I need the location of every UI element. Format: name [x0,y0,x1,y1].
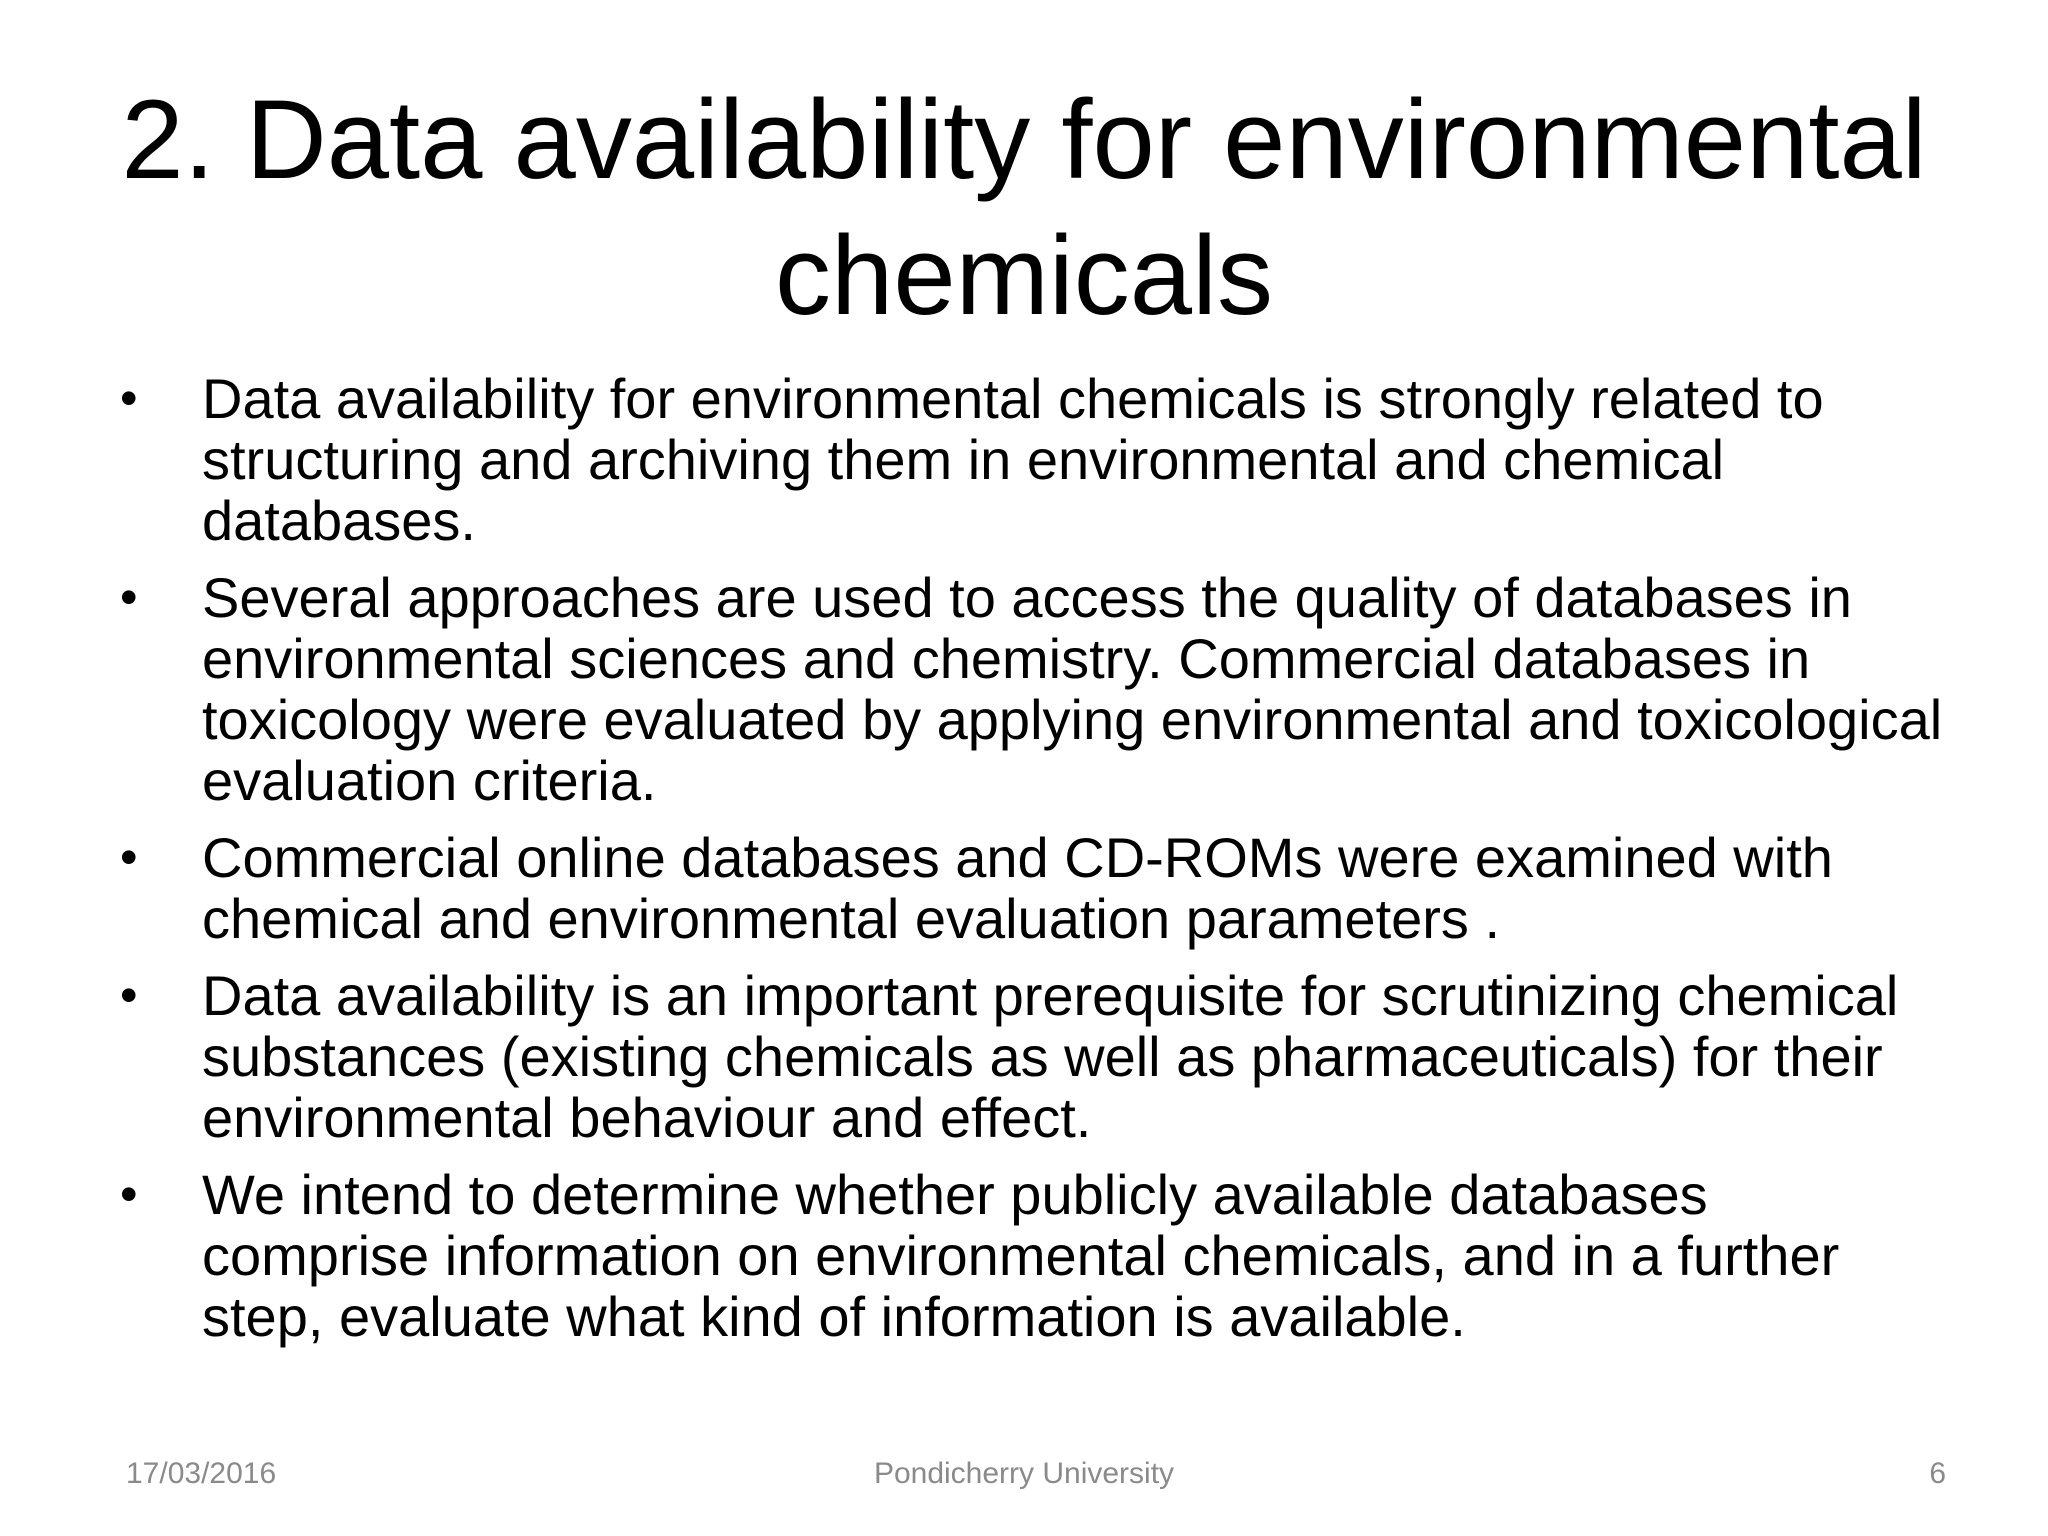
bullet-marker: • [120,1166,138,1222]
bullet-text: Data availability for environmental chemicals is strongly related to structuring and archiving them in environmental and chemical databases. [202,367,1824,552]
bullet-marker: • [120,967,138,1023]
bullet-text: Commercial online databases and CD-ROMs were examined with chemical and environmental evaluation parameters . [202,826,1833,950]
slide-title-line-1: 2. Data availability for environmental [121,77,1927,202]
bullet-text: We intend to determine whether publicly available databases comprise information on environmental chemicals, and in a further step, evaluate what kind of information is available. [202,1163,1840,1348]
bullet-marker: • [120,829,138,885]
bullet-marker: • [120,569,138,625]
bullet-item [120,368,1950,551]
footer-organization: Pondicherry University [873,1457,1175,1490]
bullet-list [120,368,1950,1363]
bullet-item [120,1164,1950,1347]
footer-date: 17/03/2016 [126,1457,277,1490]
bullet-text: Data availability is an important prerequisite for scrutinizing chemical substances (existing chemicals as well as pharmaceuticals) for their environmental behaviour and effect. [202,964,1899,1149]
bullet-item [120,827,1950,949]
bullet-text: Several approaches are used to access the quality of databases in environmental sciences and chemistry. Commercial databases in toxicology were evaluated by applying environmental and toxicological evaluation criteria. [202,566,1943,812]
footer-page-number: 6 [1929,1457,1946,1490]
bullet-marker: • [120,370,138,426]
bullet-item [120,567,1950,811]
slide-title [120,72,1928,344]
slide-title-line-2: chemicals [775,213,1273,338]
bullet-item [120,965,1950,1148]
